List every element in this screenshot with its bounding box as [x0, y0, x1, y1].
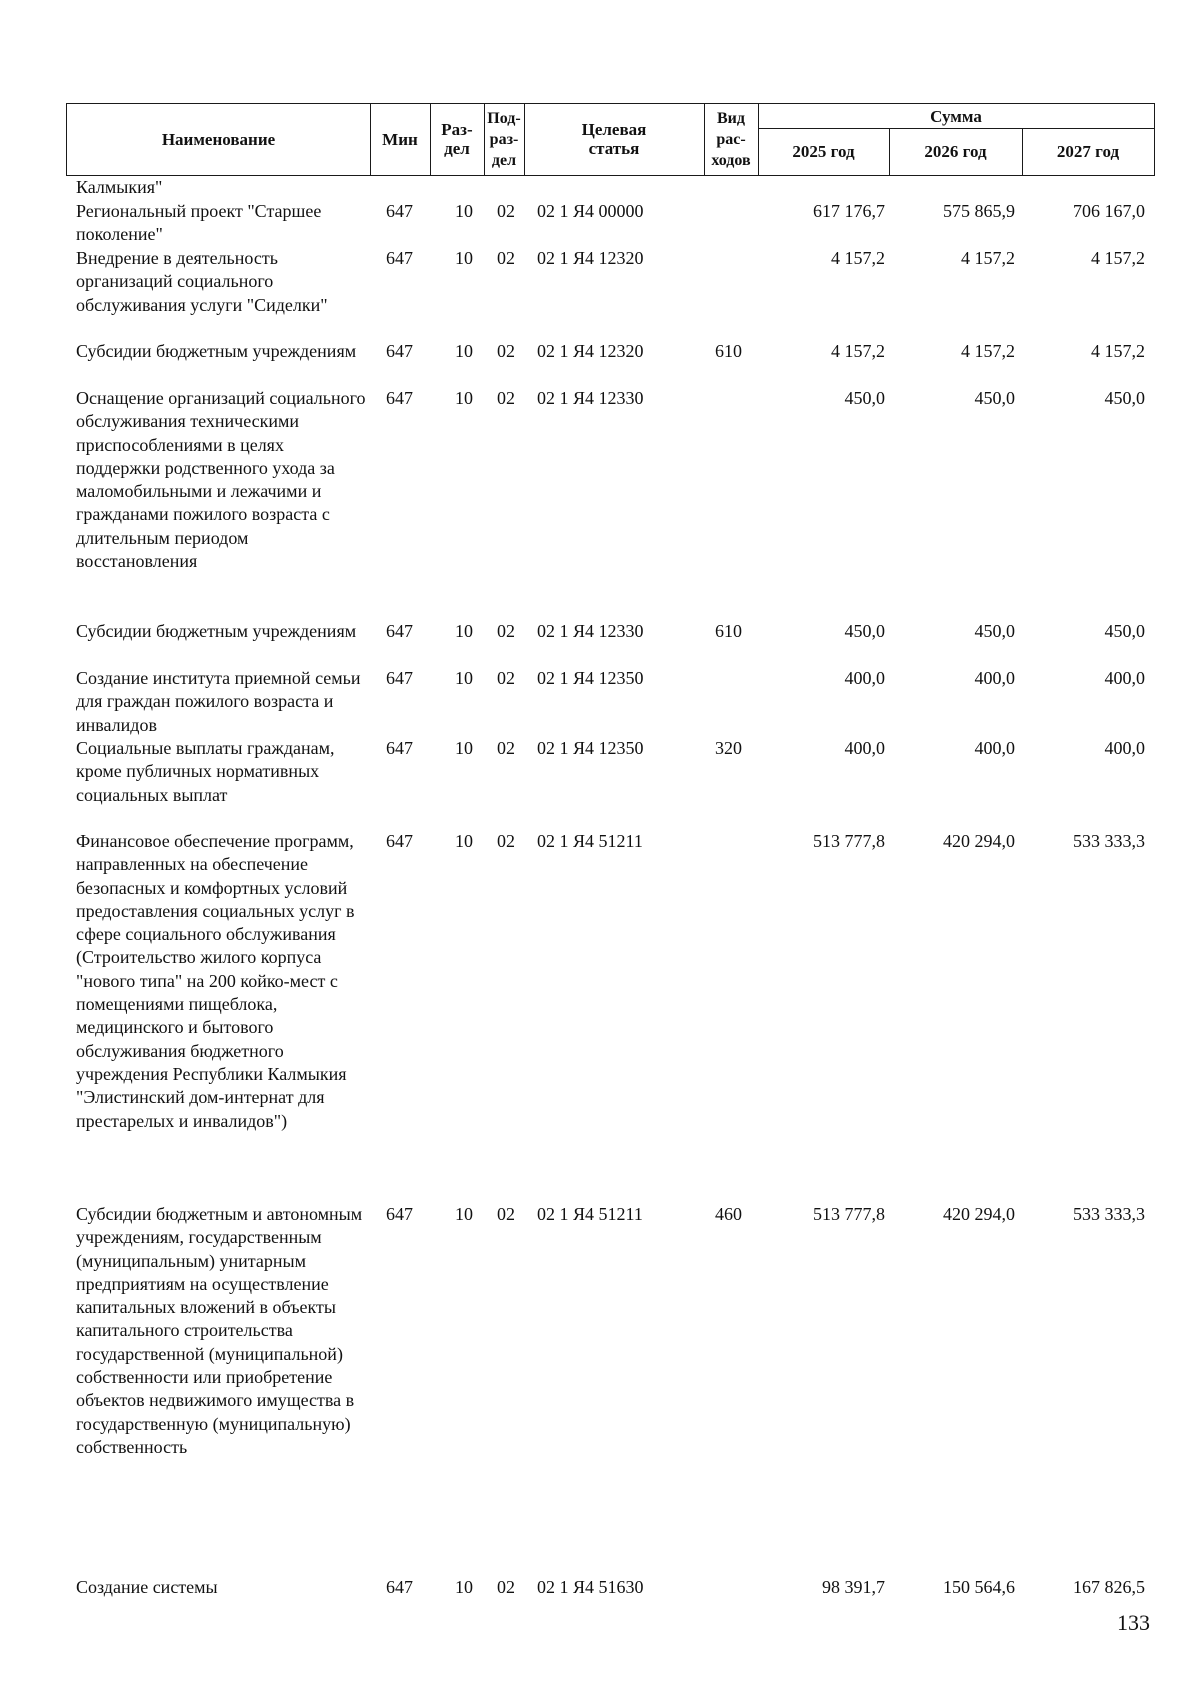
row-2026: 575 865,9	[943, 201, 1015, 221]
row-celevaya: 02 1 Я4 12320	[537, 341, 644, 361]
row-podrazdel: 02	[497, 1204, 515, 1224]
row-min: 647	[386, 738, 413, 758]
row-2026: 450,0	[974, 388, 1015, 408]
row-razdel: 10	[455, 668, 473, 688]
row-celevaya: 02 1 Я4 12350	[537, 668, 644, 688]
row-2026: 400,0	[974, 738, 1015, 758]
row-name: Финансовое обеспечение программ, направленных на обеспечение безопасных и комфортных условий предоставления социальных услуг в сфере социального обслуживания (Строительство жилого корпуса "нового типа" на 200 койко-мест с помещениями пищеблока, медицинского и бытового обслуживания бюджетного учреждения Республики Калмыкия "Элистинский дом-интернат для престарелых и инвалидов")	[76, 831, 355, 1131]
row-podrazdel: 02	[497, 341, 515, 361]
page-number: 133	[1117, 1610, 1150, 1635]
row-2027: 533 333,3	[1073, 1204, 1145, 1224]
row-name: Социальные выплаты гражданам, кроме публичных нормативных социальных выплат	[76, 738, 335, 805]
row-min: 647	[386, 248, 413, 268]
row-podrazdel: 02	[497, 738, 515, 758]
row-min: 647	[386, 621, 413, 641]
row-2026: 400,0	[974, 668, 1015, 688]
row-2025: 400,0	[844, 668, 885, 688]
header-razdel: Раз- дел	[441, 120, 473, 158]
row-celevaya: 02 1 Я4 12350	[537, 738, 644, 758]
header-2026: 2026 год	[924, 141, 987, 161]
row-celevaya: 02 1 Я4 12330	[537, 388, 644, 408]
header-2027: 2027 год	[1056, 141, 1120, 161]
row-2025: 4 157,2	[831, 248, 885, 268]
row-razdel: 10	[455, 341, 473, 361]
row-podrazdel: 02	[497, 831, 515, 851]
row-podrazdel: 02	[497, 1577, 515, 1597]
row-razdel: 10	[455, 621, 473, 641]
row-2027: 450,0	[1104, 621, 1145, 641]
row-min: 647	[386, 1204, 413, 1224]
row-2027: 167 826,5	[1073, 1577, 1145, 1597]
header-podrazdel: Под- раз- дел	[487, 109, 521, 169]
header-summa: Сумма	[930, 106, 982, 126]
row-2026: 420 294,0	[943, 1204, 1015, 1224]
header-min: Мин	[382, 129, 418, 149]
row-name: Субсидии бюджетным и автономным учреждениям, государственным (муниципальным) унитарным предприятиям на осуществление капитальных вложений в объекты капитального строительства государственной (муниципальной) собственности или приобретение объектов недвижимого имущества в государственную (муниципальную) собственность	[76, 1204, 363, 1457]
row-2025: 400,0	[844, 738, 885, 758]
row-2025: 513 777,8	[813, 831, 885, 851]
row-2026: 150 564,6	[943, 1577, 1015, 1597]
row-2025: 450,0	[844, 388, 885, 408]
row-name: Создание института приемной семьи для граждан пожилого возраста и инвалидов	[76, 668, 361, 735]
row-2026: 4 157,2	[961, 248, 1015, 268]
row-vid: 610	[715, 621, 742, 641]
row-2027: 4 157,2	[1091, 341, 1145, 361]
row-2026: 450,0	[974, 621, 1015, 641]
row-name: Субсидии бюджетным учреждениям	[76, 621, 357, 641]
row-2026: 4 157,2	[961, 341, 1015, 361]
row-name: Оснащение организаций социального обслуживания техническими приспособлениями в целях поддержки родственного ухода за маломобильными и лежачими и гражданами пожилого возраста с длительным периодом восстановления	[76, 388, 366, 572]
row-celevaya: 02 1 Я4 00000	[537, 201, 644, 221]
row-2026: 420 294,0	[943, 831, 1015, 851]
row-celevaya: 02 1 Я4 51211	[537, 831, 643, 851]
row-vid: 610	[715, 341, 742, 361]
row-name: Субсидии бюджетным учреждениям	[76, 341, 357, 361]
row-min: 647	[386, 388, 413, 408]
row-name: Внедрение в деятельность организаций социального обслуживания услуги "Сиделки"	[76, 248, 328, 315]
row-celevaya: 02 1 Я4 12330	[537, 621, 644, 641]
row-2027: 400,0	[1104, 668, 1145, 688]
row-2025: 617 176,7	[813, 201, 885, 221]
row-2027: 533 333,3	[1073, 831, 1145, 851]
row-podrazdel: 02	[497, 621, 515, 641]
row-razdel: 10	[455, 248, 473, 268]
row-min: 647	[386, 341, 413, 361]
row-podrazdel: 02	[497, 388, 515, 408]
row-name: Калмыкия"	[76, 177, 163, 197]
row-min: 647	[386, 1577, 413, 1597]
header-2025: 2025 год	[792, 141, 855, 161]
row-min: 647	[386, 831, 413, 851]
row-razdel: 10	[455, 201, 473, 221]
row-name: Создание системы	[76, 1577, 218, 1597]
header-name: Наименование	[161, 129, 276, 149]
row-min: 647	[386, 201, 413, 221]
row-podrazdel: 02	[497, 668, 515, 688]
table-header	[66, 103, 1155, 176]
row-2025: 450,0	[844, 621, 885, 641]
row-2025: 513 777,8	[813, 1204, 885, 1224]
row-2025: 98 391,7	[822, 1577, 885, 1597]
row-podrazdel: 02	[497, 201, 515, 221]
row-vid: 460	[715, 1204, 742, 1224]
row-2027: 706 167,0	[1073, 201, 1145, 221]
row-razdel: 10	[455, 388, 473, 408]
row-2027: 4 157,2	[1091, 248, 1145, 268]
row-vid: 320	[715, 738, 742, 758]
row-podrazdel: 02	[497, 248, 515, 268]
row-razdel: 10	[455, 738, 473, 758]
row-2027: 450,0	[1104, 388, 1145, 408]
row-razdel: 10	[455, 831, 473, 851]
row-celevaya: 02 1 Я4 51630	[537, 1577, 644, 1597]
row-2027: 400,0	[1104, 738, 1145, 758]
row-2025: 4 157,2	[831, 341, 885, 361]
row-name: Региональный проект "Старшее поколение"	[76, 201, 322, 245]
row-razdel: 10	[455, 1577, 473, 1597]
header-vid-rashodov: Вид рас- ходов	[711, 109, 751, 169]
header-celevaya-statya: Целевая статья	[581, 120, 647, 158]
row-celevaya: 02 1 Я4 51211	[537, 1204, 643, 1224]
row-celevaya: 02 1 Я4 12320	[537, 248, 644, 268]
row-razdel: 10	[455, 1204, 473, 1224]
row-min: 647	[386, 668, 413, 688]
